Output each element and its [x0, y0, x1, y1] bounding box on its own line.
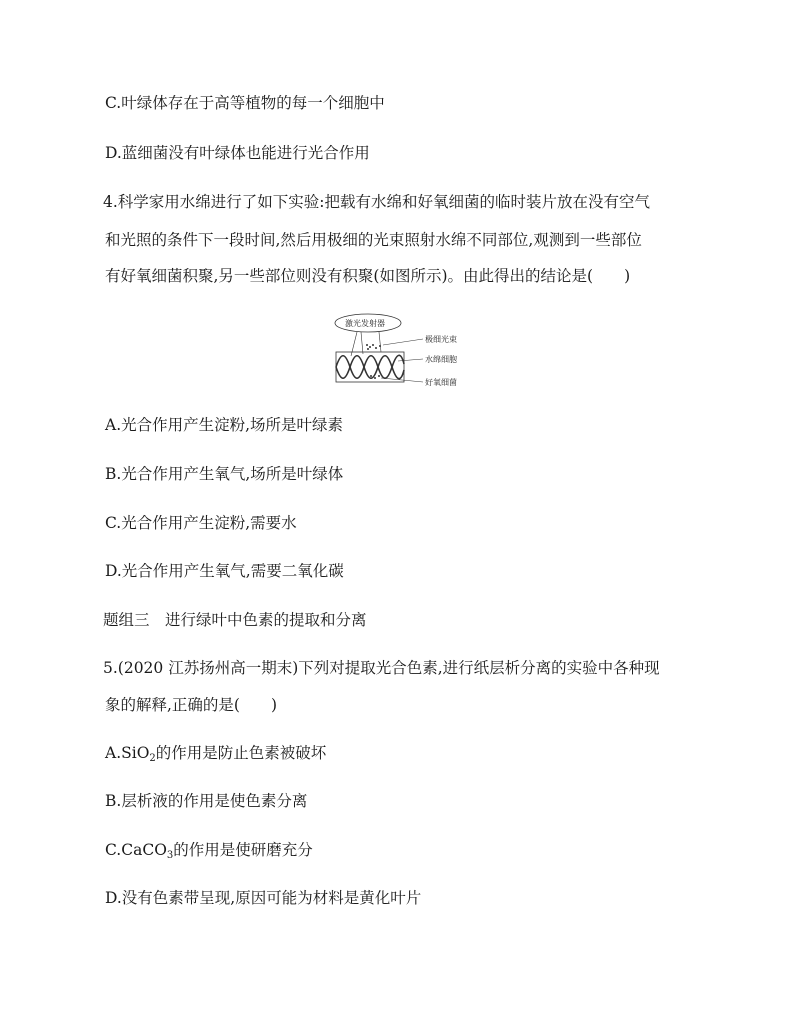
bacteria-dot — [366, 344, 368, 346]
question-4-line-1: 4.科学家用水绵进行了如下实验:把载有水绵和好氧细菌的临时装片放在没有空气 — [103, 193, 651, 211]
option-5a-subscript: 2 — [149, 753, 156, 764]
question-4-line-2: 和光照的条件下一段时间,然后用极细的光束照射水绵不同部位,观测到一些部位 — [105, 231, 642, 249]
bacteria-dot — [374, 377, 376, 379]
option-5c — [105, 840, 313, 860]
option-5a-text: 的作用是防止色素被破坏 — [155, 744, 327, 762]
bacteria-dot — [378, 375, 380, 377]
spirogyra-experiment-figure — [323, 312, 471, 394]
bacteria-dot — [379, 345, 381, 347]
option-5b: B.层析液的作用是使色素分离 — [105, 792, 308, 810]
question-5-line-2: 象的解释,正确的是( ) — [105, 696, 278, 714]
bacteria-dot — [372, 344, 374, 346]
option-5d: D.没有色素带呈现,原因可能为材料是黄化叶片 — [105, 889, 422, 907]
cell-label: 水绵细胞 — [425, 355, 457, 364]
option-3c: C.叶绿体存在于高等植物的每一个细胞中 — [105, 94, 385, 112]
experiment-diagram — [323, 312, 471, 394]
bacteria-label: 好氧细菌 — [425, 378, 457, 387]
bacteria-dot — [370, 375, 372, 377]
option-5a — [105, 743, 326, 763]
option-4a: A.光合作用产生淀粉,场所是叶绿素 — [105, 416, 344, 434]
option-4b: B.光合作用产生氧气,场所是叶绿体 — [105, 465, 344, 483]
light-beam-2 — [361, 332, 363, 354]
bacteria-dot — [367, 348, 369, 350]
bacteria-dot — [369, 346, 371, 348]
option-4c: C.光合作用产生淀粉,需要水 — [105, 514, 297, 532]
bacteria-dot — [375, 347, 377, 349]
light-beam-3 — [379, 332, 381, 352]
beam-label: 极细光束 — [425, 335, 457, 344]
beam-leader-line — [383, 339, 423, 345]
option-3d: D.蓝细菌没有叶绿体也能进行光合作用 — [105, 144, 370, 162]
group-3-heading: 题组三 进行绿叶中色素的提取和分离 — [103, 611, 367, 629]
option-5a-prefix: A.SiO — [105, 744, 150, 762]
laser-emitter-label: 激光发射器 — [345, 319, 385, 328]
option-5c-subscript: 3 — [166, 850, 174, 861]
question-4-line-3: 有好氧细菌积聚,另一些部位则没有积聚(如图所示)。由此得出的结论是( ) — [105, 267, 631, 285]
question-5-line-1: 5.(2020 江苏扬州高一期末)下列对提取光合色素,进行纸层析分离的实验中各种现 — [103, 659, 660, 677]
option-5c-prefix: C.CaCO — [105, 841, 167, 859]
bacteria-leader-line — [381, 378, 423, 382]
option-5c-text: 的作用是使研磨充分 — [173, 841, 313, 859]
option-4d: D.光合作用产生氧气,需要二氧化碳 — [105, 562, 344, 580]
